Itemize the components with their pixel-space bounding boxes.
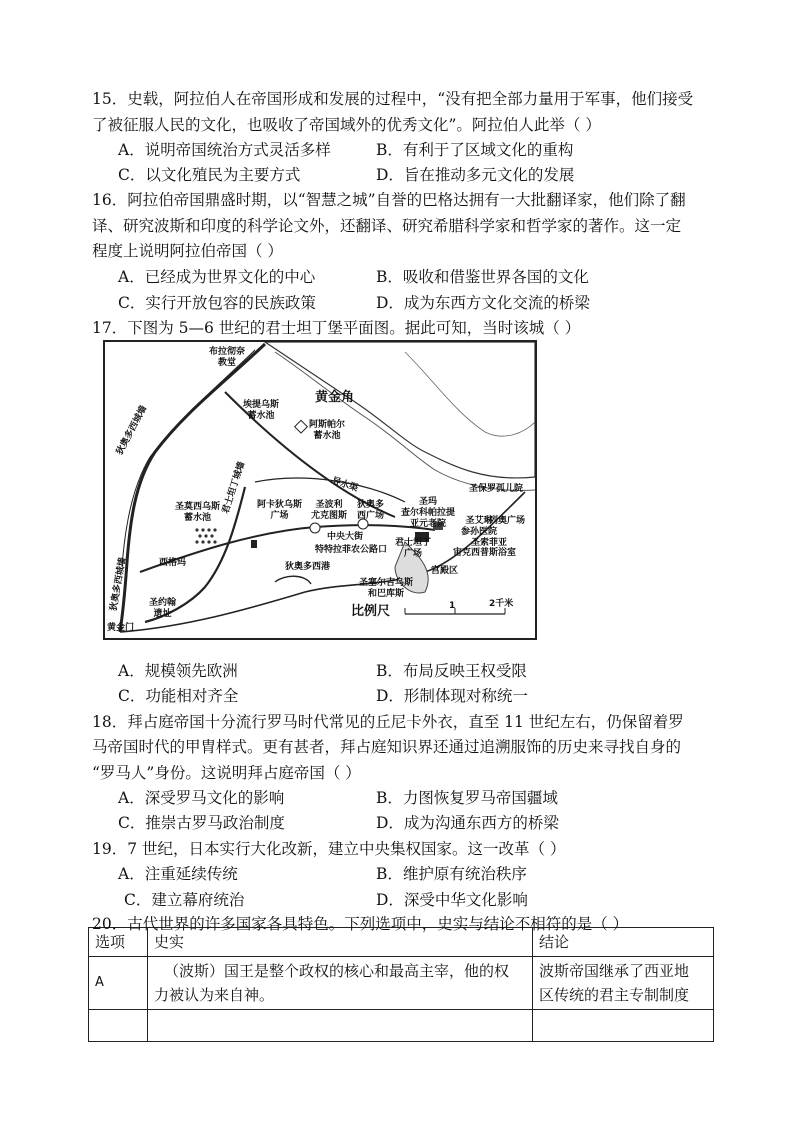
label-john-ruins: 圣约翰 遗址 (149, 598, 177, 619)
q15-option-c: C．以文化殖民为主要方式 (118, 166, 301, 184)
label-constantine-wall: 君士坦丁城墙 (221, 460, 248, 516)
q16-stem-line3: 程度上说明阿拉伯帝国（ ） (92, 242, 283, 260)
q20-header-fact: 史实 (148, 928, 533, 957)
label-orphanage: 圣保罗孤儿院 (469, 484, 524, 494)
label-irene-hospital: 圣艾琳 参孙医院 (461, 516, 498, 537)
arcadius-marker (251, 540, 257, 548)
label-augusteum: 列奥广场 (489, 516, 526, 526)
q19-option-c: C．建立幕府统治 (124, 891, 245, 909)
q20-row-a-conclusion-line1: 波斯帝国继承了西亚地 (539, 962, 690, 980)
mese-junction-marker (310, 523, 320, 533)
label-scale-2: 2千米 (489, 599, 514, 609)
label-arcadius-forum: 阿卡狄乌斯 广场 (257, 500, 303, 521)
label-mocius-cistern: 圣莫西乌斯 蓄水池 (175, 502, 221, 523)
q20-stem-line1: 20．古代世界的许多国家各具特色。下列选项中，史实与结论不相符的是（ ） (92, 915, 629, 933)
q18-stem-line2: 马帝国时代的甲胄样式。更有甚者，拜占庭知识界还通过追溯服饰的历史来寻找自身的 (92, 738, 682, 756)
q18-stem-line1: 18．拜占庭帝国十分流行罗马时代常见的丘尼卡外衣，直至 11 世纪左右，仍保留着罗 (92, 713, 684, 731)
mocius-cistern-dots (195, 528, 216, 543)
label-sergius-bacchus: 圣塞尔吉乌斯 和巴库斯 (359, 578, 414, 599)
label-sea-wall: 狄奥多西城墙 (109, 556, 129, 612)
q15-option-d: D．旨在推动多元文化的发展 (376, 166, 575, 184)
q15-stem-line2: 了被征服人民的文化，也吸收了帝国域外的优秀文化”。阿拉伯人此举（ ） (92, 116, 601, 134)
q20-table (88, 927, 714, 1042)
label-golden-gate: 黄金门 (107, 623, 135, 633)
label-zeuxippus-baths: 宙克西普斯浴室 (453, 548, 517, 558)
q20-row-empty-fact (148, 1010, 533, 1042)
q17-stem-line1: 17．下图为 5—6 世纪的君士坦丁堡平面图。据此可知，当时该城（ ） (92, 319, 581, 337)
q15-option-a: A．说明帝国统治方式灵活多样 (118, 141, 331, 159)
q20-row-a (89, 957, 714, 1010)
aspar-cistern-marker (295, 420, 308, 433)
q20-row-a-conclusion (533, 957, 714, 1010)
q16-option-a: A．已经成为世界文化的中心 (118, 268, 316, 286)
label-sigma: 西格玛 (159, 558, 187, 568)
golden-horn-shore (265, 342, 535, 478)
q16-stem-line1: 16．阿拉伯帝国鼎盛时期，以“智慧之城”自誉的巴格达拥有一大批翻译家，他们除了翻 (92, 191, 686, 209)
q16-stem-line2: 译、研究波斯和印度的科学论文外，还翻译、研究希腊科学家和哲学家的著作。这一定 (92, 217, 682, 235)
q17-option-c: C．功能相对齐全 (118, 687, 239, 705)
label-polyeuctus: 圣波利 尤克图斯 (311, 500, 348, 521)
theodosian-outer-wall (122, 350, 255, 567)
label-theodosian-wall: 狄奥多西城墙 (115, 404, 150, 457)
label-aetius-cistern: 埃提乌斯 蓄水池 (243, 400, 280, 421)
q20-row-a-fact-line1: （波斯）国王是整个政权的核心和最高主宰，他的权 (164, 962, 510, 980)
label-mese: 中央大街 (327, 532, 364, 542)
q18-option-b: B．力图恢复罗马帝国疆域 (376, 789, 558, 807)
q20-header-conclusion: 结论 (533, 928, 714, 957)
harbor-outline (275, 576, 311, 584)
q19-option-b: B．维护原有统治秩序 (376, 865, 527, 883)
label-golden-horn: 黄金角 (315, 390, 355, 405)
q20-row-empty (89, 1010, 714, 1042)
label-scale-1: 1 (449, 601, 456, 611)
q20-row-a-option: A (89, 957, 148, 1010)
q20-row-a-fact (148, 957, 533, 1010)
q18-option-d: D．成为沟通东西方的桥梁 (376, 814, 559, 832)
q17-option-b: B．布局反映王权受限 (376, 662, 527, 680)
q20-row-empty-option (89, 1010, 148, 1042)
label-hagia-sophia: 圣索菲亚 (471, 538, 508, 548)
q16-option-d: D．成为东西方文化交流的桥梁 (376, 294, 590, 312)
label-scale: 比例尺 (351, 604, 391, 619)
label-philadelphion: 特特拉菲农公路口 (315, 545, 388, 555)
q20-row-a-conclusion-line2: 区传统的君主专制制度 (539, 986, 690, 1004)
constantinople-map (103, 340, 537, 640)
q20-row-empty-conclusion (533, 1010, 714, 1042)
q17-option-a: A．规模领先欧洲 (118, 662, 238, 680)
q19-stem-line1: 19．7 世纪，日本实行大化改新，建立中央集权国家。这一改革（ ） (92, 840, 566, 858)
label-palace: 宫殿区 (431, 566, 459, 576)
label-constantine-forum: 君士坦丁 广场 (395, 538, 432, 559)
q19-option-a: A．注重延续传统 (118, 865, 238, 883)
label-theodosius-harbor: 狄奥多西港 (285, 562, 331, 572)
theodosian-land-wall (120, 344, 265, 632)
label-aqueduct: 导水渠 (330, 476, 360, 494)
label-blachernae: 布拉彻奈 教堂 (209, 347, 246, 368)
label-theodosius-forum: 狄奥多 西广场 (357, 500, 385, 521)
q15-stem-line1: 15．史载，阿拉伯人在帝国形成和发展的过程中，“没有把全部力量用于军事，他们接受 (92, 90, 694, 108)
label-chalkoprateia: 圣玛 查尔科帕拉提 亚元老院 (401, 497, 456, 529)
q18-option-c: C．推崇古罗马政治制度 (118, 814, 285, 832)
q18-stem-line3: “罗马人”身份。这说明拜占庭帝国（ ） (92, 764, 361, 782)
q20-header-option: 选项 (89, 928, 148, 957)
q18-option-a: A．深受罗马文化的影响 (118, 789, 285, 807)
q20-row-a-fact-line2: 力被认为来自神。 (154, 986, 275, 1004)
q15-option-b: B．有利于了区域文化的重构 (376, 141, 574, 159)
q17-option-d: D．形制体现对称统一 (376, 687, 528, 705)
q16-option-c: C．实行开放包容的民族政策 (118, 294, 316, 312)
q16-option-b: B．吸收和借鉴世界各国的文化 (376, 268, 589, 286)
q19-option-d: D．深受中华文化影响 (376, 891, 528, 909)
label-aspar-cistern: 阿斯帕尔 蓄水池 (309, 420, 346, 441)
